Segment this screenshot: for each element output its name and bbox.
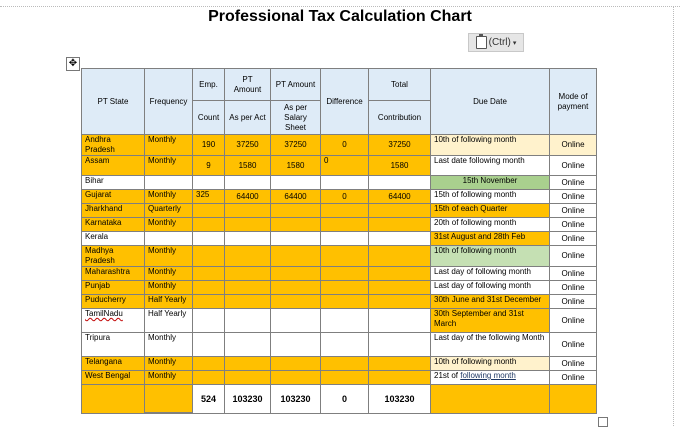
cell-salary[interactable]	[271, 204, 321, 218]
cell-total[interactable]	[369, 309, 431, 333]
header-total-sub: Contribution	[369, 101, 431, 135]
cell-frequency[interactable]: Monthly	[145, 156, 193, 176]
cell-act[interactable]	[225, 204, 271, 218]
paste-options-label: (Ctrl)	[488, 37, 511, 48]
cell-act[interactable]	[225, 176, 271, 190]
table-row	[82, 371, 597, 385]
table-row	[82, 218, 597, 232]
cell-total[interactable]	[369, 204, 431, 218]
cell-state[interactable]: Telangana	[82, 357, 145, 371]
cell-mode[interactable]: Online	[550, 176, 597, 190]
cell-emp[interactable]: 9	[193, 156, 225, 176]
cell-act[interactable]	[225, 232, 271, 246]
clipboard-icon	[476, 36, 487, 49]
cell-state[interactable]: Andhra Pradesh	[82, 135, 145, 156]
cell-state[interactable]: Punjab	[82, 281, 145, 295]
cell-total[interactable]	[369, 267, 431, 281]
header-pt-salary: PT Amount	[271, 69, 321, 101]
cell-salary[interactable]: 64400	[271, 190, 321, 204]
cell-frequency[interactable]: Monthly	[145, 190, 193, 204]
table-row	[82, 267, 597, 281]
cell-mode[interactable]: Online	[550, 333, 597, 357]
cell-salary[interactable]	[271, 295, 321, 309]
cell-due[interactable]: 31st August and 28th Feb	[431, 232, 550, 246]
cell-due[interactable]: Last day of following month	[431, 267, 550, 281]
cell-state[interactable]: Bihar	[82, 176, 145, 190]
header-mode: Mode of payment	[550, 69, 597, 135]
cell-frequency[interactable]: Monthly	[145, 371, 193, 385]
cell-frequency[interactable]: Half Yearly	[145, 309, 193, 333]
cell-total[interactable]	[369, 218, 431, 232]
header-pt-act: PT Amount	[225, 69, 271, 101]
cell-act[interactable]	[225, 267, 271, 281]
cell-salary[interactable]	[271, 218, 321, 232]
table-row	[82, 357, 597, 371]
cell-emp[interactable]	[193, 371, 225, 385]
page-title: Professional Tax Calculation Chart	[208, 8, 472, 25]
cell-due[interactable]: 20th of following month	[431, 218, 550, 232]
table-row	[82, 246, 597, 267]
pt-table	[81, 68, 597, 414]
cell-act[interactable]	[225, 295, 271, 309]
cell-diff[interactable]	[321, 357, 369, 371]
cell-mode[interactable]: Online	[550, 156, 597, 176]
cell-frequency[interactable]: Monthly	[145, 135, 193, 156]
cell-state[interactable]: Madhya Pradesh	[82, 246, 145, 267]
header-emp-count: Count	[193, 101, 225, 135]
cell-total-salary[interactable]: 103230	[271, 385, 321, 414]
cell-due[interactable]: 10th of following month	[431, 357, 550, 371]
cell-frequency[interactable]: Monthly	[145, 357, 193, 371]
cell-salary[interactable]: 1580	[271, 156, 321, 176]
header-difference: Difference	[321, 69, 369, 135]
cell-total-diff[interactable]: 0	[321, 385, 369, 414]
cell-diff[interactable]	[321, 309, 369, 333]
cell-state[interactable]: Assam	[82, 156, 145, 176]
table-row	[82, 156, 597, 176]
cell-emp[interactable]	[193, 357, 225, 371]
cell-diff[interactable]	[321, 246, 369, 267]
cell-frequency[interactable]: Half Yearly	[145, 295, 193, 309]
cell-state[interactable]: Puducherry	[82, 295, 145, 309]
cell-due-prefix: 21st of	[434, 371, 461, 380]
cell-total-state[interactable]	[82, 385, 145, 414]
chevron-down-icon: ▾	[512, 39, 517, 47]
cell-salary[interactable]	[271, 176, 321, 190]
header-row	[82, 69, 597, 101]
cell-act[interactable]: 64400	[225, 190, 271, 204]
cell-total-mode[interactable]	[550, 385, 597, 414]
cell-diff[interactable]	[321, 176, 369, 190]
cell-state[interactable]: Karnataka	[82, 218, 145, 232]
cell-salary[interactable]	[271, 357, 321, 371]
cell-mode[interactable]: Online	[550, 371, 597, 385]
cell-act[interactable]	[225, 371, 271, 385]
cell-mode[interactable]: Online	[550, 218, 597, 232]
cell-salary[interactable]	[271, 371, 321, 385]
cell-diff[interactable]	[321, 204, 369, 218]
cell-due-link[interactable]: following month	[460, 371, 516, 380]
cell-act[interactable]	[225, 281, 271, 295]
cell-mode[interactable]: Online	[550, 309, 597, 333]
cell-total[interactable]: 37250	[369, 135, 431, 156]
cell-emp[interactable]	[193, 333, 225, 357]
cell-salary[interactable]	[271, 267, 321, 281]
cell-due[interactable]: 10th of following month	[431, 135, 550, 156]
cell-due[interactable]: 15th of each Quarter	[431, 204, 550, 218]
cell-total[interactable]	[369, 232, 431, 246]
table-row	[82, 176, 597, 190]
cell-diff[interactable]: 0	[321, 156, 369, 176]
cell-act[interactable]	[225, 357, 271, 371]
cell-frequency[interactable]: Quarterly	[145, 204, 193, 218]
cell-act[interactable]	[225, 309, 271, 333]
cell-frequency[interactable]: Monthly	[145, 246, 193, 267]
cell-total[interactable]	[369, 333, 431, 357]
header-emp: Emp.	[193, 69, 225, 101]
cell-diff[interactable]	[321, 232, 369, 246]
cell-emp[interactable]	[193, 246, 225, 267]
cell-act[interactable]	[225, 246, 271, 267]
cell-state[interactable]: Tripura	[82, 333, 145, 357]
cell-act[interactable]: 37250	[225, 135, 271, 156]
table-row	[82, 295, 597, 309]
cell-diff[interactable]: 0	[321, 135, 369, 156]
cell-total-total[interactable]: 103230	[369, 385, 431, 414]
cell-frequency[interactable]: Monthly	[145, 281, 193, 295]
table-move-handle-icon[interactable]: ✥	[66, 57, 80, 71]
cell-total-emp[interactable]: 524	[193, 385, 225, 414]
page-top-border	[0, 6, 680, 7]
cell-state-text: TamilNadu	[85, 309, 123, 318]
header-pt-act-sub: As per Act	[225, 101, 271, 135]
table-row	[82, 309, 597, 333]
cell-total[interactable]: 64400	[369, 190, 431, 204]
cell-state[interactable]: Jharkhand	[82, 204, 145, 218]
cell-mode[interactable]: Online	[550, 267, 597, 281]
paste-options-button[interactable]	[468, 33, 524, 52]
cell-total-due[interactable]	[431, 385, 550, 414]
cell-mode[interactable]: Online	[550, 190, 597, 204]
cell-salary[interactable]	[271, 333, 321, 357]
cell-due[interactable]: 15th November	[431, 176, 550, 190]
cell-act[interactable]: 1580	[225, 156, 271, 176]
cell-emp[interactable]	[193, 218, 225, 232]
table-row	[82, 190, 597, 204]
cell-mode[interactable]: Online	[550, 135, 597, 156]
cell-state[interactable]: Maharashtra	[82, 267, 145, 281]
cell-emp[interactable]	[193, 309, 225, 333]
header-state: PT State	[82, 69, 145, 135]
cell-state[interactable]	[82, 309, 145, 333]
cell-total-act[interactable]: 103230	[225, 385, 271, 414]
totals-row	[82, 385, 597, 414]
cell-emp[interactable]	[193, 204, 225, 218]
cell-state[interactable]: West Bengal	[82, 371, 145, 385]
cell-due[interactable]: 30th June and 31st December	[431, 295, 550, 309]
cell-due[interactable]: Last day of the following Month	[431, 333, 550, 357]
cell-diff[interactable]	[321, 333, 369, 357]
cell-act[interactable]	[225, 218, 271, 232]
cell-emp[interactable]	[193, 232, 225, 246]
cell-due[interactable]	[431, 371, 550, 385]
cell-mode[interactable]: Online	[550, 357, 597, 371]
cell-diff[interactable]	[321, 295, 369, 309]
cell-diff[interactable]	[321, 281, 369, 295]
cell-due[interactable]: 10th of following month	[431, 246, 550, 267]
cell-total-frequency[interactable]	[145, 385, 193, 414]
cell-total[interactable]	[369, 295, 431, 309]
cell-diff[interactable]	[321, 267, 369, 281]
cell-frequency[interactable]	[145, 176, 193, 190]
cell-diff[interactable]	[321, 371, 369, 385]
cell-state[interactable]: Kerala	[82, 232, 145, 246]
cell-frequency[interactable]: Monthly	[145, 333, 193, 357]
cell-total[interactable]	[369, 281, 431, 295]
cell-mode[interactable]: Online	[550, 246, 597, 267]
header-pt-salary-sub: As per Salary Sheet	[271, 101, 321, 135]
cell-frequency[interactable]	[145, 232, 193, 246]
cell-act[interactable]	[225, 333, 271, 357]
cell-state[interactable]: Gujarat	[82, 190, 145, 204]
table-row	[82, 232, 597, 246]
cell-salary[interactable]	[271, 309, 321, 333]
cell-emp[interactable]	[193, 295, 225, 309]
header-frequency: Frequency	[145, 69, 193, 135]
cell-total[interactable]	[369, 357, 431, 371]
header-due-date: Due Date	[431, 69, 550, 135]
table-row	[82, 281, 597, 295]
cell-mode[interactable]: Online	[550, 204, 597, 218]
cell-total[interactable]: 1580	[369, 156, 431, 176]
cell-emp[interactable]	[193, 267, 225, 281]
cell-diff[interactable]	[321, 218, 369, 232]
cell-salary[interactable]	[271, 281, 321, 295]
table-row	[82, 333, 597, 357]
cell-total[interactable]	[369, 176, 431, 190]
cell-mode[interactable]: Online	[550, 295, 597, 309]
table-resize-handle[interactable]	[598, 417, 608, 427]
cell-mode[interactable]: Online	[550, 232, 597, 246]
page-right-border	[673, 6, 674, 426]
cell-total[interactable]	[369, 246, 431, 267]
cell-mode[interactable]: Online	[550, 281, 597, 295]
cell-salary[interactable]	[271, 232, 321, 246]
cell-salary[interactable]: 37250	[271, 135, 321, 156]
cell-frequency[interactable]: Monthly	[145, 267, 193, 281]
header-total: Total	[369, 69, 431, 101]
cell-due[interactable]: 15th of following month	[431, 190, 550, 204]
cell-emp[interactable]	[193, 281, 225, 295]
cell-emp[interactable]: 190	[193, 135, 225, 156]
cell-salary[interactable]	[271, 246, 321, 267]
table-row	[82, 204, 597, 218]
cell-diff[interactable]: 0	[321, 190, 369, 204]
cell-due[interactable]: Last day of following month	[431, 281, 550, 295]
cell-total[interactable]	[369, 371, 431, 385]
cell-due[interactable]: 30th September and 31st March	[431, 309, 550, 333]
cell-emp[interactable]: 325	[193, 190, 225, 204]
cell-frequency[interactable]: Monthly	[145, 218, 193, 232]
cell-emp[interactable]	[193, 176, 225, 190]
table-row	[82, 135, 597, 156]
cell-due[interactable]: Last date following month	[431, 156, 550, 176]
